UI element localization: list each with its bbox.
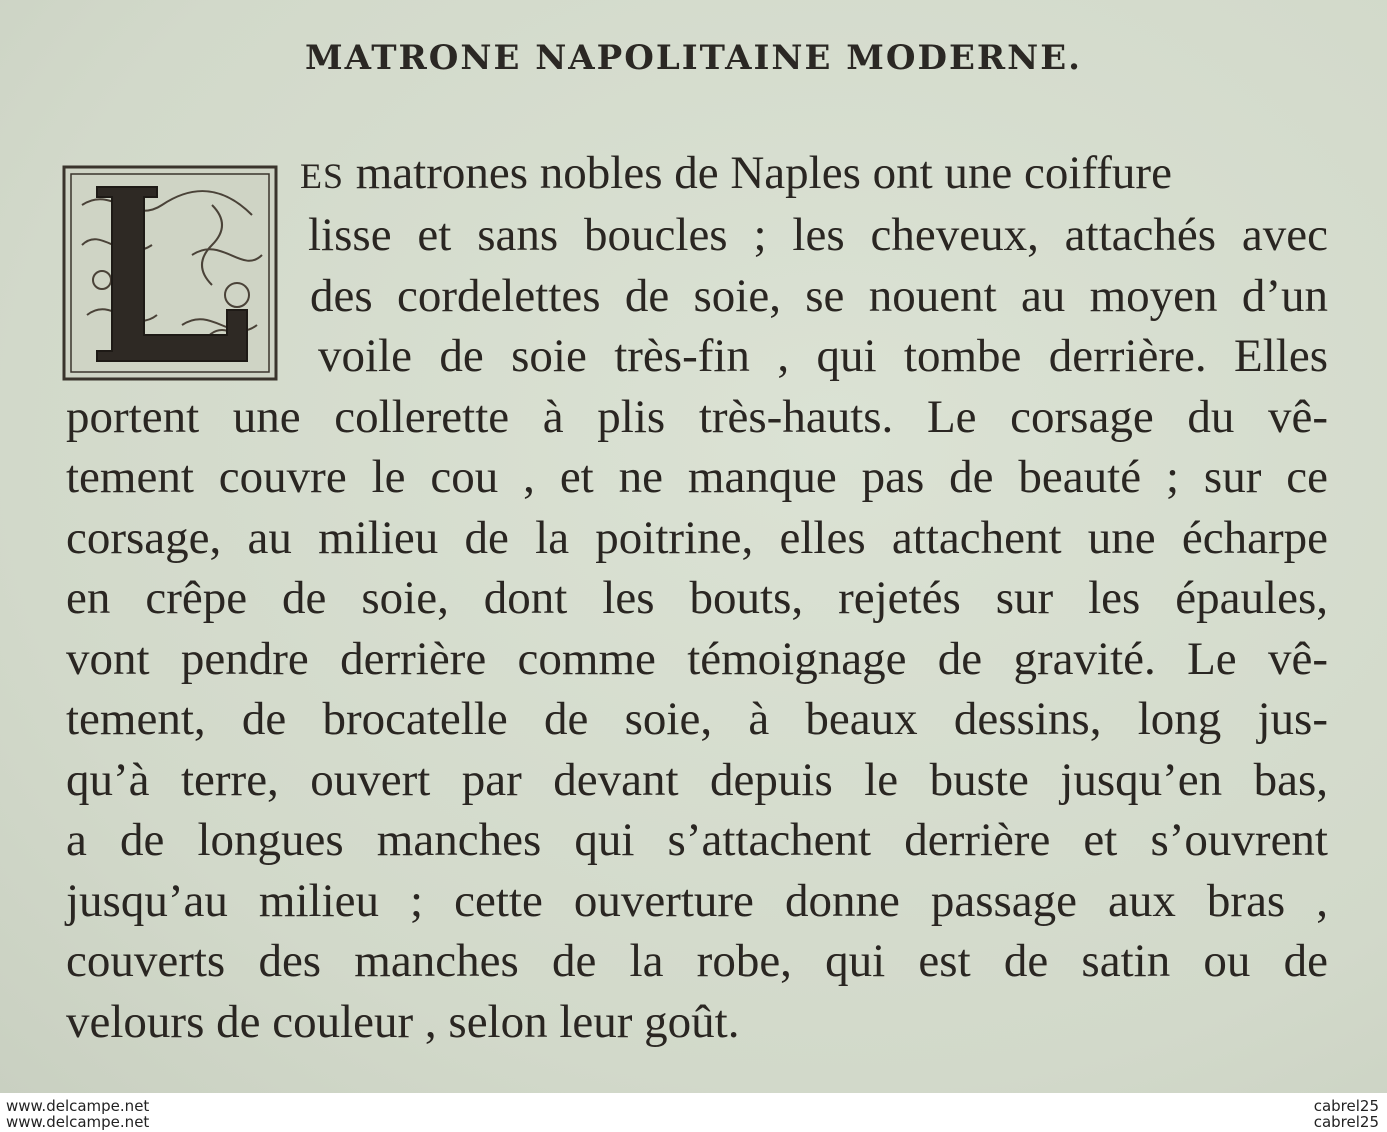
watermark-footer bbox=[0, 1093, 1387, 1132]
first-line-rest: matrones nobles de Naples ont une coiffure bbox=[344, 147, 1172, 199]
text-line: tement, de brocatelle de soie, à beaux dessins, long jus- bbox=[66, 693, 1328, 745]
text-line: tement couvre le cou , et ne manque pas de beauté ; sur ce bbox=[66, 451, 1328, 503]
text-line: vont pendre derrière comme témoignage de gravité. Le vê- bbox=[66, 632, 1328, 685]
text-line: jusqu’au milieu ; cette ouverture donne passage aux bras , bbox=[66, 874, 1328, 927]
text-line: couverts des manches de la robe, qui est de satin ou de bbox=[66, 935, 1328, 987]
text-line: qu’à terre, ouvert par devant depuis le buste jusqu’en bas, bbox=[66, 753, 1328, 806]
text-line: velours de couleur , selon leur goût. bbox=[66, 995, 740, 1048]
text-line: portent une collerette à plis très-hauts. Le corsage du vê- bbox=[66, 390, 1328, 443]
text-line: voile de soie très-fin , qui tombe derrière. Elles bbox=[318, 330, 1328, 382]
first-line bbox=[300, 147, 1320, 199]
text-line: lisse et sans boucles ; les cheveux, attachés avec bbox=[308, 209, 1328, 261]
first-line-smallcaps: ES bbox=[300, 156, 345, 196]
watermark-right-1: cabrel25 bbox=[1313, 1097, 1379, 1115]
watermark-left-2: www.delcampe.net bbox=[6, 1113, 150, 1131]
page-title: MATRONE NAPOLITAINE MODERNE. bbox=[305, 38, 1082, 78]
watermark-right-2: cabrel25 bbox=[1313, 1113, 1379, 1131]
watermark-left-1: www.delcampe.net bbox=[6, 1097, 150, 1115]
ornamental-dropcap-icon bbox=[62, 165, 278, 381]
text-line: corsage, au milieu de la poitrine, elles attachent une écharpe bbox=[66, 511, 1328, 564]
text-line: des cordelettes de soie, se nouent au moyen d’un bbox=[310, 269, 1328, 322]
text-line: a de longues manches qui s’attachent derrière et s’ouvrent bbox=[66, 814, 1328, 866]
text-line: en crêpe de soie, dont les bouts, rejetés sur les épaules, bbox=[66, 572, 1328, 624]
